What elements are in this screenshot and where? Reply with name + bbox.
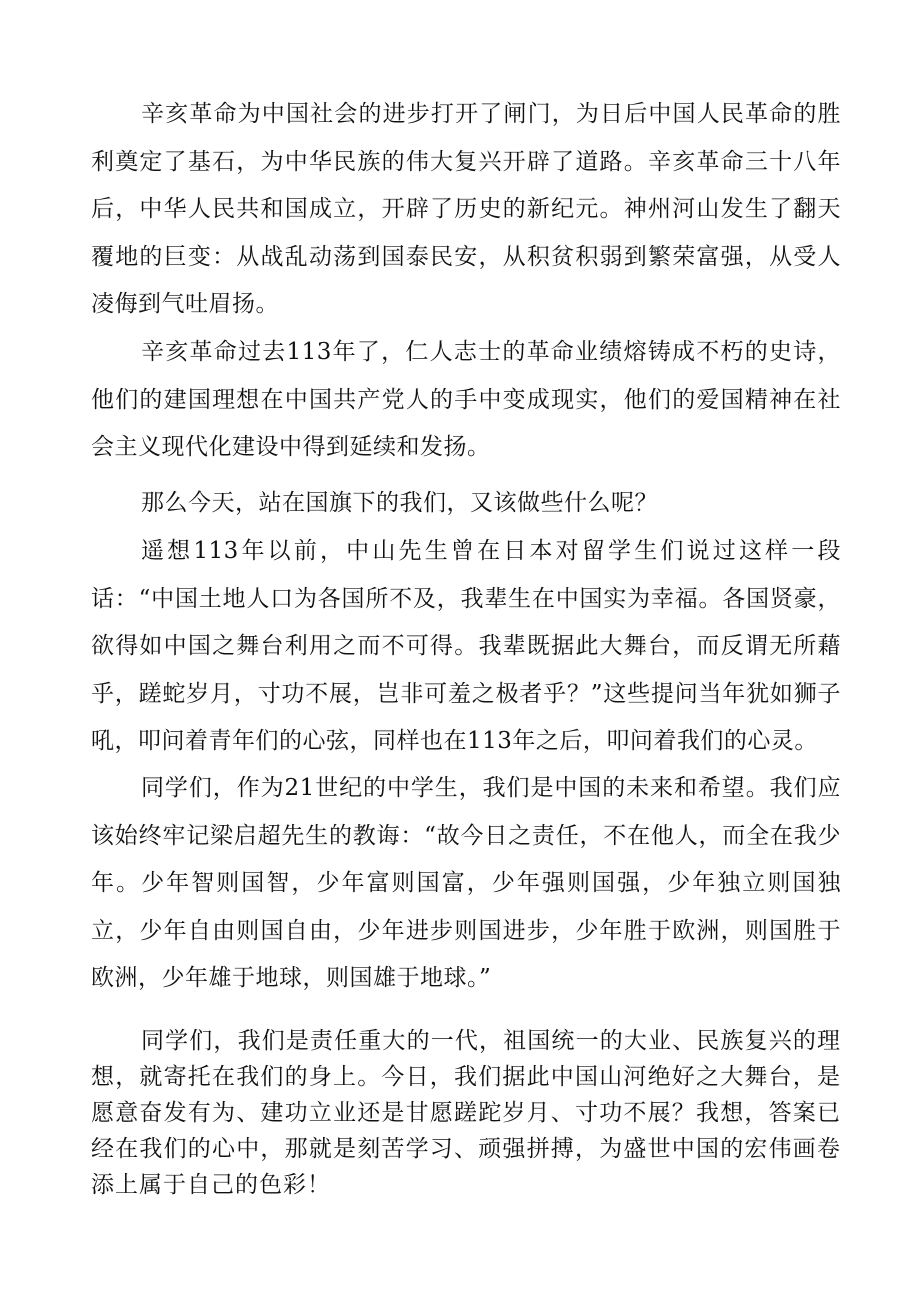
paragraph-4: 遥想113年以前，中山先生曾在日本对留学生们说过这样一段话：“中国土地人口为各国所不及，我辈生在中国实为幸福。各国贤豪，欲得如中国之舞台利用之而不可得。我辈既据此大舞台，而反谓无所藉乎，蹉蛇岁月，寸功不展，岂非可羞之极者乎？”这些提问当年犹如狮子吼，叩问着青年们的心弦，同样也在113年之后，叩问着我们的心灵。	[91, 538, 841, 754]
paragraph-2: 辛亥革命过去113年了，仁人志士的革命业绩熔铸成不朽的史诗，他们的建国理想在中国共产党人的手中变成现实，他们的爱国精神在社会主义现代化建设中得到延续和发扬。	[91, 339, 841, 460]
paragraph-3: 那么今天，站在国旗下的我们，又该做些什么呢？	[141, 490, 658, 516]
paragraph-5: 同学们，作为21世纪的中学生，我们是中国的未来和希望。我们应该始终牢记梁启超先生的教诲：“故今日之责任，不在他人，而全在我少年。少年智则国智，少年富则国富，少年强则国强，少年独立则国独立，少年自由则国自由，少年进步则国进步，少年胜于欧洲，则国胜于欧洲，少年雄于地球，则国雄于地球。”	[91, 775, 841, 991]
paragraph-6: 同学们，我们是责任重大的一代，祖国统一的大业、民族复兴的理想，就寄托在我们的身上。今日，我们据此中国山河绝好之大舞台，是愿意奋发有为、建功立业还是甘愿蹉跎岁月、寸功不展？我想，答案已经在我们的心中，那就是刻苦学习、顽强拼搏，为盛世中国的宏伟画卷添上属于自己的色彩！	[91, 1028, 841, 1198]
paragraph-1: 辛亥革命为中国社会的进步打开了闸门，为日后中国人民革命的胜利奠定了基石，为中华民族的伟大复兴开辟了道路。辛亥革命三十八年后，中华人民共和国成立，开辟了历史的新纪元。神州河山发生了翻天覆地的巨变：从战乱动荡到国泰民安，从积贫积弱到繁荣富强，从受人凌侮到气吐眉扬。	[91, 101, 841, 317]
